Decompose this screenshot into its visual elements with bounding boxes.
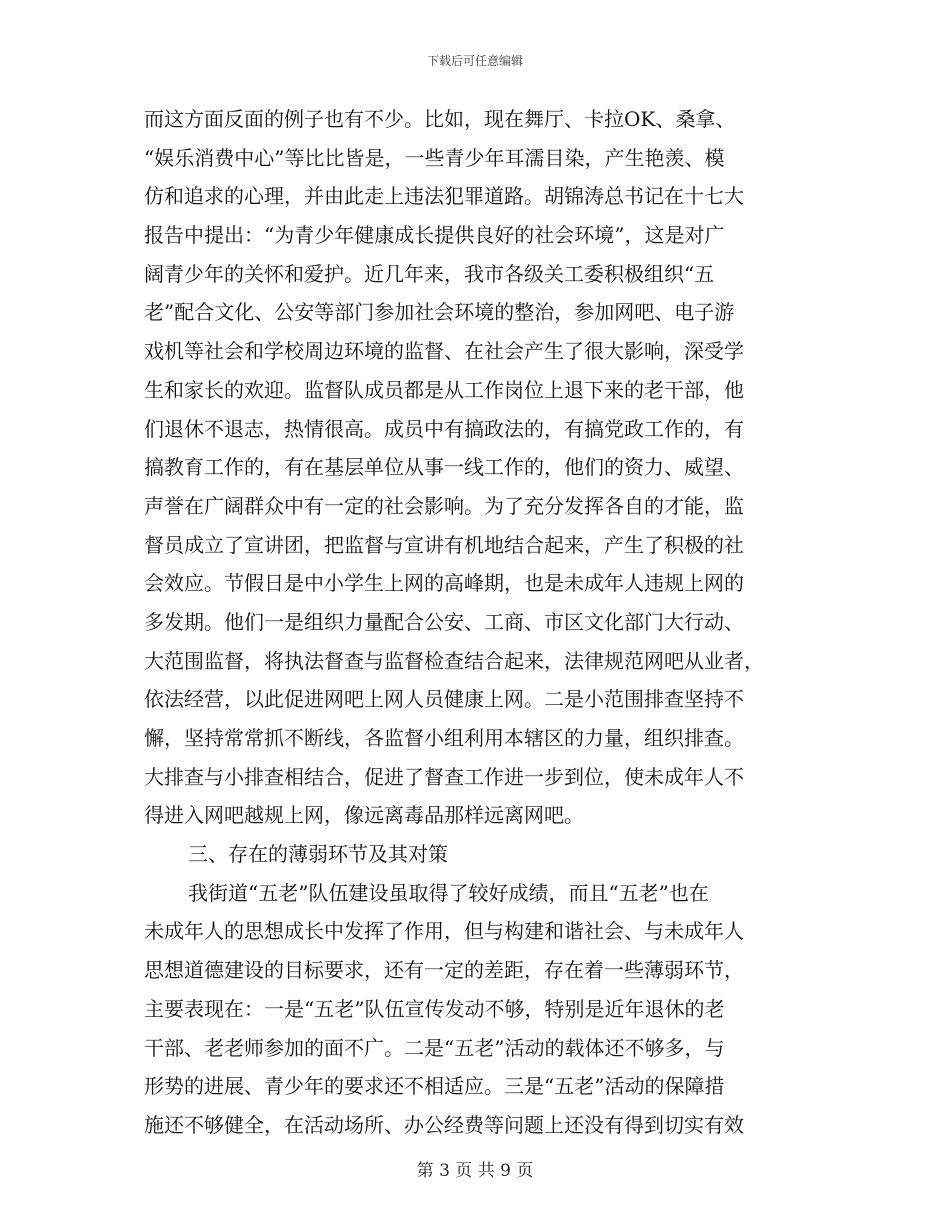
section-line: 主要表现在：一是“五老”队伍宣传发动不够，特别是近年退休的老: [144, 996, 725, 1021]
section-line: 未成年人的思想成长中发挥了作用，但与构建和谐社会、与未成年人: [144, 919, 744, 944]
section-line: 形势的进展、青少年的要求还不相适应。三是“五老”活动的保障措: [144, 1074, 725, 1099]
body-line: 戏机等社会和学校周边环境的监督、在社会产生了很大影响，深受学: [144, 339, 744, 364]
body-line: 大范围监督，将执法督查与监督检查结合起来，法律规范网吧从业者，: [144, 648, 764, 673]
body-line: 督员成立了宣讲团，把监督与宣讲有机地结合起来，产生了积极的社: [144, 532, 744, 557]
document-body: [144, 100, 804, 1145]
body-line: 会效应。节假日是中小学生上网的高峰期，也是未成年人违规上网的: [144, 571, 744, 596]
body-line: 生和家长的欢迎。监督队成员都是从工作岗位上退下来的老干部，他: [144, 377, 744, 402]
body-line: 报告中提出：“为青少年健康成长提供良好的社会环境”，这是对广: [144, 223, 725, 248]
body-line: 依法经营，以此促进网吧上网人员健康上网。二是小范围排查坚持不: [144, 687, 744, 712]
section-heading: 三、存在的薄弱环节及其对策: [188, 842, 448, 867]
section-line: 干部、老老师参加的面不广。二是“五老”活动的载体还不够多，与: [144, 1035, 725, 1060]
body-line: 仿和追求的心理，并由此走上违法犯罪道路。胡锦涛总书记在十七大: [144, 184, 744, 209]
section-line: 施还不够健全，在活动场所、办公经费等问题上还没有得到切实有效: [144, 1112, 744, 1137]
body-line: “娱乐消费中心”等比比皆是，一些青少年耳濡目染，产生艳羡、模: [144, 145, 725, 170]
body-line: 而这方面反面的例子也有不少。比如，现在舞厅、卡拉OK、桑拿、: [144, 107, 736, 131]
body-line: 老”配合文化、公安等部门参加社会环境的整治，参加网吧、电子游: [144, 300, 735, 325]
body-line: 搞教育工作的，有在基层单位从事一线工作的，他们的资力、威望、: [144, 455, 744, 480]
body-line: 声誉在广阔群众中有一定的社会影响。为了充分发挥各自的才能，监: [144, 493, 744, 518]
body-line: 得进入网吧越规上网，像远离毒品那样远离网吧。: [144, 803, 584, 828]
page-number: 第 3 页 共 9 页: [416, 1161, 534, 1181]
page-header: 下载后可任意编辑: [426, 54, 523, 68]
body-line: 大排查与小排查相结合，促进了督查工作进一步到位，使未成年人不: [144, 764, 744, 789]
body-line: 们退休不退志，热情很高。成员中有搞政法的，有搞党政工作的，有: [144, 416, 744, 441]
body-line: 阔青少年的关怀和爱护。近几年来，我市各级关工委积极组织“五: [144, 261, 715, 286]
section-line: 我街道“五老”队伍建设虽取得了较好成绩，而且“五老”也在: [188, 880, 709, 905]
section-line: 思想道德建设的目标要求，还有一定的差距，存在着一些薄弱环节，: [144, 958, 744, 983]
body-line: 懈，坚持常常抓不断线，各监督小组利用本辖区的力量，组织排查。: [144, 726, 744, 750]
body-line: 多发期。他们一是组织力量配合公安、工商、市区文化部门大行动、: [144, 609, 744, 634]
